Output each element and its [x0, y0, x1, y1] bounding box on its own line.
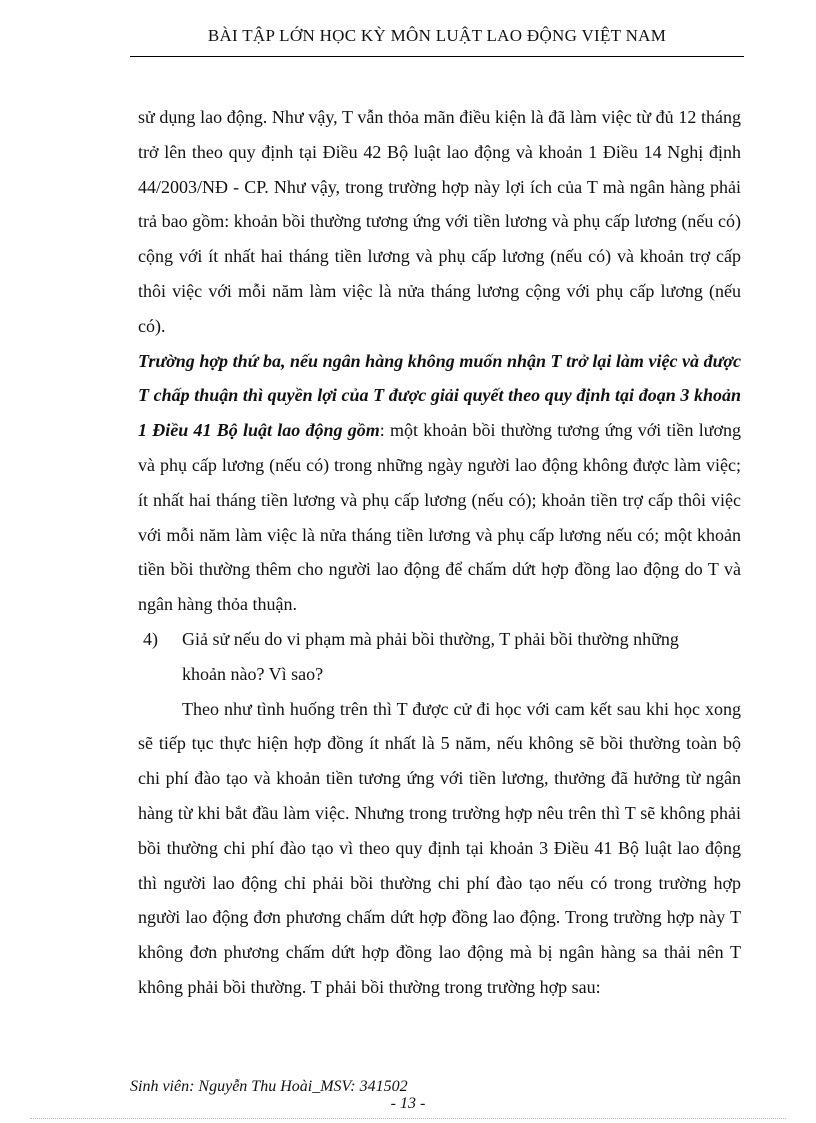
paragraph-1: sử dụng lao động. Như vậy, T vẫn thỏa mãn điều kiện là đã làm việc từ đủ 12 tháng trở lên theo quy định tại Điều 42 Bộ luật lao động và khoản 1 Điều 14 Nghị định 44/2003/NĐ - CP. Như vậy, trong trường hợp này lợi ích của T mà ngân hàng phải trả bao gồm: khoản bồi thường tương ứng với tiền lương và phụ cấp lương (nếu có) cộng với ít nhất hai tháng tiền lương và phụ cấp lương (nếu có) và khoản trợ cấp thôi việc với mỗi năm làm việc là nửa tháng lương cộng với phụ cấp lương (nếu có). [138, 107, 741, 336]
question-text: Giả sử nếu do vi phạm mà phải bồi thường, T phải bồi thường những khoản nào? Vì sao? [182, 628, 679, 684]
paragraph-3: Theo như tình huống trên thì T được cử đi học với cam kết sau khi học xong sẽ tiếp tục thực hiện hợp đồng ít nhất là 5 năm, nếu không sẽ bồi thường toàn bộ chi phí đào tạo và khoản tiền tương ứng với tiền lương, thưởng đã hưởng từ ngân hàng từ khi bắt đầu làm việc. Nhưng trong trường hợp nêu trên thì T sẽ không phải bồi thường chi phí đào tạo vì theo quy định tại khoản 3 Điều 41 Bộ luật lao động thì người lao động chỉ phải bồi thường chi phí đào tạo nếu có trong trường hợp người lao động đơn phương chấm dứt hợp đồng lao động. Trong trường hợp này T không đơn phương chấm dứt hợp đồng lao động mà bị ngân hàng sa thải nên T không phải bồi thường. T phải bồi thường trong trường hợp sau: [138, 698, 741, 997]
question-number: 4) [143, 628, 158, 649]
question-4 [138, 622, 741, 692]
page-header [130, 22, 744, 57]
footer-student-info: Sinh viên: Nguyễn Thu Hoài_MSV: 341502 [130, 1078, 408, 1095]
paragraph-2-lead: Trường hợp thứ ba, nếu ngân hàng không muốn nhận T trở lại làm việc và được T chấp thuận thì quyền lợi của T được giải quyết theo quy định tại đoạn 3 khoản 1 Điều 41 Bộ luật lao động gồm [138, 350, 741, 441]
paragraph-2 [138, 344, 741, 622]
footer-divider [30, 1118, 786, 1119]
header-title: BÀI TẬP LỚN HỌC KỲ MÔN LUẬT LAO ĐỘNG VIỆT NAM [207, 26, 667, 45]
document-body [138, 100, 741, 1005]
paragraph-2-rest: : một khoản bồi thường tương ứng với tiền lương và phụ cấp lương (nếu có) trong những ngày người lao động không được làm việc; ít nhất hai tháng tiền lương và phụ cấp lương (nếu có); khoản tiền trợ cấp thôi việc với mỗi năm làm việc là nửa tháng tiền lương và phụ cấp lương nếu có; một khoản tiền bồi thường thêm cho người lao động để chấm dứt hợp đồng lao động do T và ngân hàng thỏa thuận. [138, 420, 741, 615]
page-number: - 13 - [390, 1095, 426, 1112]
